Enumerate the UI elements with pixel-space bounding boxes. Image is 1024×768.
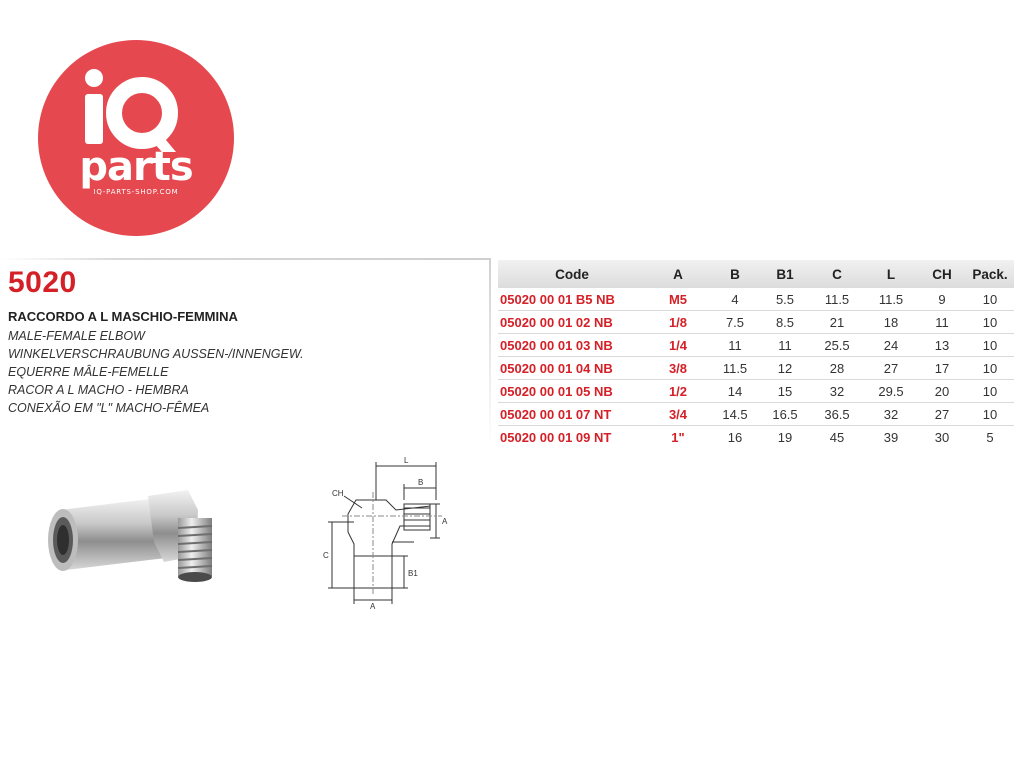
cell-a: M5 [646,288,710,311]
table-header-row [498,260,1014,288]
cell-c: 32 [810,380,864,403]
header-a: A [646,260,710,288]
cell-a: 1" [671,429,685,445]
cell-code: 05020 00 01 02 NB [498,311,646,334]
cell-b: 4 [710,288,760,311]
cell-pack: 10 [966,311,1014,334]
cell-a: 3/8 [646,357,710,380]
vertical-divider [489,258,491,448]
header-b1: B1 [760,260,810,288]
table-row [498,403,1014,426]
dim-label-b: B [418,478,424,487]
table-row [498,357,1014,380]
header-b: B [710,260,760,288]
cell-a: 1/8 [646,311,710,334]
cell-a: 1/4 [646,334,710,357]
header-ch: CH [918,260,966,288]
cell-b1: 16.5 [760,403,810,426]
table-row [498,380,1014,403]
cell-b: 11.5 [710,357,760,380]
product-photo [38,480,238,590]
cell-ch: 17 [918,357,966,380]
description-de: WINKELVERSCHRAUBUNG AUSSEN-/INNENGEW. [8,347,304,361]
cell-c: 45 [829,429,845,445]
dim-label-b1: B1 [408,569,418,578]
header-code: Code [498,260,646,288]
cell-l: 39 [883,429,899,445]
cell-pack: 10 [966,334,1014,357]
cell-pack: 10 [966,403,1014,426]
dim-label-a-right: A [442,517,448,526]
cell-c: 28 [810,357,864,380]
table-row [498,288,1014,311]
cell-b: 14.5 [710,403,760,426]
cell-b1: 12 [760,357,810,380]
dim-label-a-bottom: A [370,602,376,611]
cell-b: 11 [710,334,760,357]
table-row [498,334,1014,357]
header-l: L [864,260,918,288]
dim-label-ch: CH [332,489,344,498]
cell-l: 11.5 [864,288,918,311]
cell-b: 16 [727,429,743,445]
brand-logo [38,40,234,236]
header-pack: Pack. [966,260,1014,288]
cell-l: 18 [864,311,918,334]
cell-b1: 15 [760,380,810,403]
cell-ch: 20 [918,380,966,403]
cell-ch: 11 [918,311,966,334]
cell-c: 36.5 [810,403,864,426]
cell-ch: 9 [918,288,966,311]
spec-table [498,260,1014,448]
dim-label-c: C [323,551,329,560]
product-descriptions [8,327,304,417]
cell-pack: 10 [966,288,1014,311]
product-code: 5020 [8,266,77,299]
cell-code: 05020 00 01 04 NB [498,357,646,380]
table-row [498,426,1014,449]
cell-b1: 19 [777,429,793,445]
technical-drawing [318,452,468,612]
cell-a: 1/2 [646,380,710,403]
cell-a: 3/4 [646,403,710,426]
cell-code: 05020 00 01 07 NT [498,403,646,426]
header-divider [0,258,490,260]
cell-c: 21 [810,311,864,334]
cell-b1: 8.5 [760,311,810,334]
header-c: C [810,260,864,288]
product-title: RACCORDO A L MASCHIO-FEMMINA [8,309,238,324]
cell-code: 05020 00 01 09 NT [500,429,612,445]
cell-code: 05020 00 01 B5 NB [498,288,646,311]
cell-l: 24 [864,334,918,357]
logo-site-text: IQ-PARTS-SHOP.COM [93,188,179,196]
cell-c: 11.5 [810,288,864,311]
cell-ch: 13 [918,334,966,357]
cell-code: 05020 00 01 05 NB [498,380,646,403]
table-row [498,311,1014,334]
cell-b: 14 [710,380,760,403]
cell-l: 29.5 [864,380,918,403]
logo-parts-text: parts [79,144,193,190]
description-en: MALE-FEMALE ELBOW [8,329,145,343]
cell-pack: 5 [986,429,994,445]
cell-ch: 30 [934,429,950,445]
cell-b1: 5.5 [760,288,810,311]
cell-l: 32 [864,403,918,426]
dim-label-l: L [404,456,409,465]
cell-c: 25.5 [810,334,864,357]
description-pt: CONEXÃO EM "L" MACHO-FÊMEA [8,401,210,415]
cell-ch: 27 [918,403,966,426]
description-es: RACOR A L MACHO - HEMBRA [8,383,189,397]
cell-b: 7.5 [710,311,760,334]
cell-code: 05020 00 01 03 NB [498,334,646,357]
cell-pack: 10 [966,380,1014,403]
description-fr: EQUERRE MÂLE-FEMELLE [8,365,169,379]
cell-pack: 10 [966,357,1014,380]
cell-b1: 11 [760,334,810,357]
cell-l: 27 [864,357,918,380]
